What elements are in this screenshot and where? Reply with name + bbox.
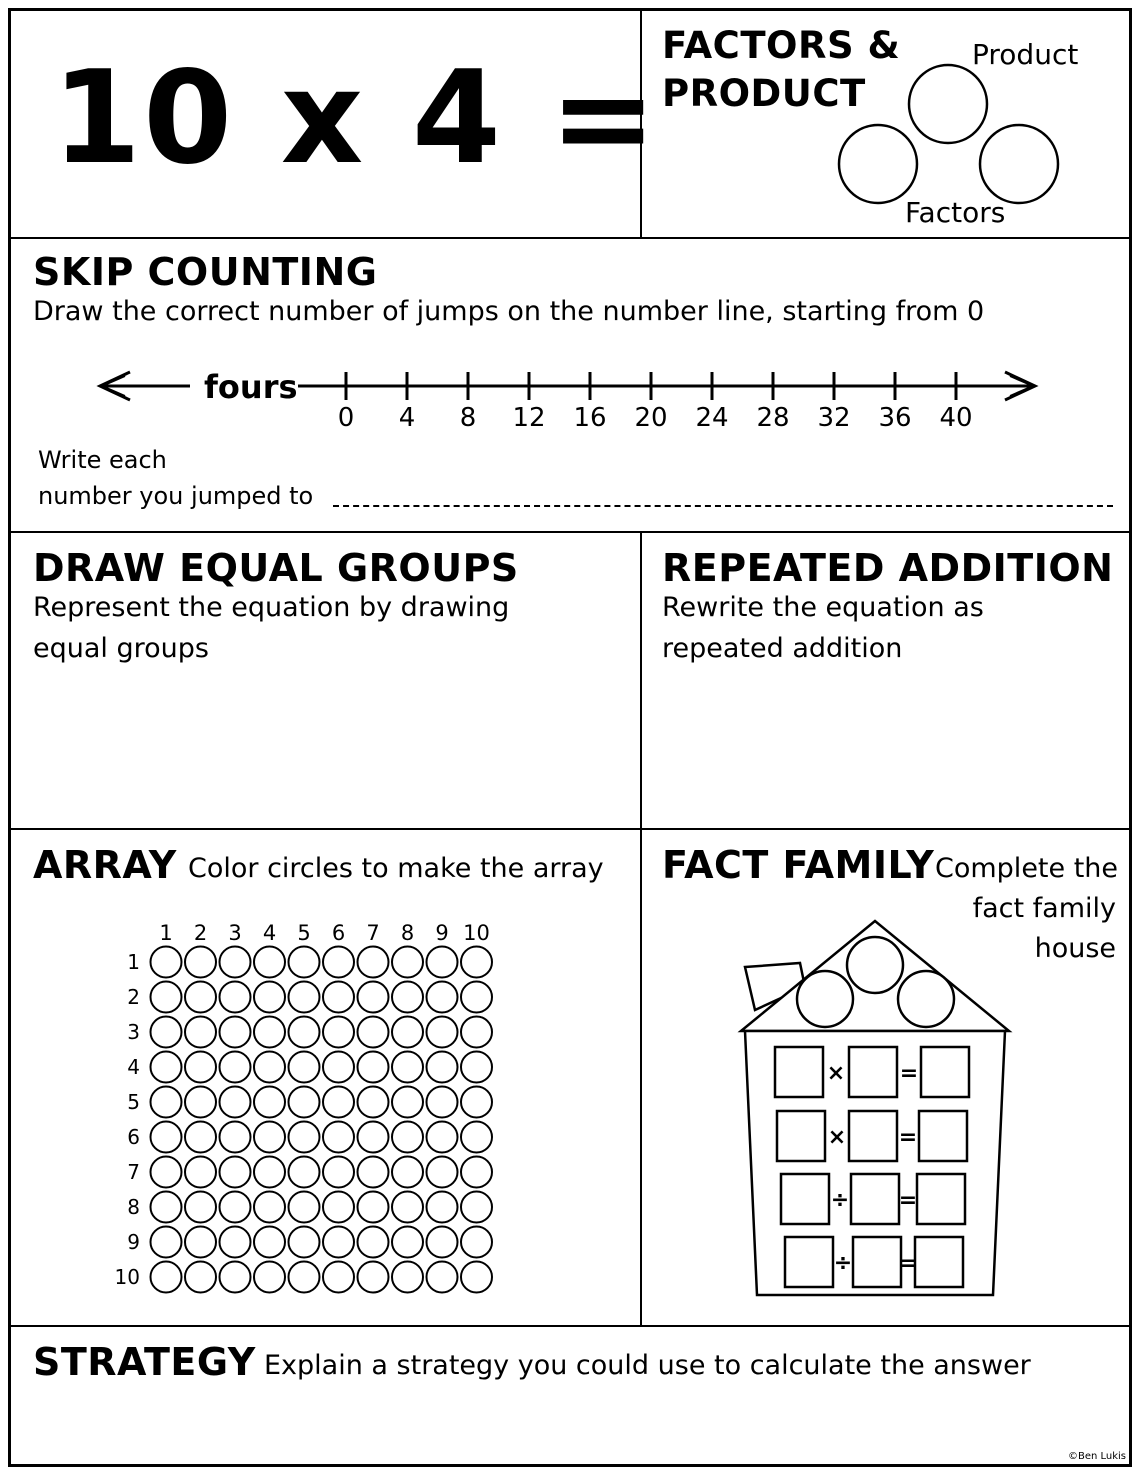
array-circle[interactable] bbox=[392, 1192, 423, 1223]
array-column-label: 6 bbox=[331, 921, 346, 945]
factor-circle-left[interactable] bbox=[839, 125, 917, 203]
array-circle[interactable] bbox=[220, 1157, 251, 1188]
array-circle[interactable] bbox=[392, 1087, 423, 1118]
fact-family-equals: = bbox=[898, 1251, 918, 1276]
array-circle[interactable] bbox=[392, 1157, 423, 1188]
write-prompt-line2: number you jumped to bbox=[38, 482, 314, 510]
fact-family-equals: = bbox=[899, 1061, 919, 1086]
array-circle[interactable] bbox=[185, 1157, 216, 1188]
array-row-label: 8 bbox=[127, 1195, 140, 1219]
number-line-ticks bbox=[338, 372, 973, 433]
factor-circle-right[interactable] bbox=[980, 125, 1058, 203]
array-circle[interactable] bbox=[151, 1122, 182, 1153]
array-circle[interactable] bbox=[323, 1157, 354, 1188]
array-circle[interactable] bbox=[151, 1087, 182, 1118]
equal-groups-title: DRAW EQUAL GROUPS bbox=[33, 546, 519, 590]
fact-family-house bbox=[735, 915, 1025, 1305]
array-column-label: 8 bbox=[400, 921, 415, 945]
array-circle[interactable] bbox=[323, 1052, 354, 1083]
array-column-label: 10 bbox=[463, 921, 490, 945]
divider bbox=[8, 531, 1132, 533]
array-circle[interactable] bbox=[323, 1122, 354, 1153]
array-circle[interactable] bbox=[323, 1192, 354, 1223]
array-circle[interactable] bbox=[358, 982, 389, 1013]
array-circle[interactable] bbox=[254, 1017, 285, 1048]
array-circle[interactable] bbox=[392, 1122, 423, 1153]
array-circle[interactable] bbox=[323, 1227, 354, 1258]
array-column-label: 5 bbox=[297, 921, 311, 945]
array-circle[interactable] bbox=[254, 1157, 285, 1188]
array-circle[interactable] bbox=[254, 1192, 285, 1223]
array-circle[interactable] bbox=[358, 1262, 389, 1293]
fact-family-box[interactable] bbox=[921, 1047, 969, 1097]
array-circle[interactable] bbox=[289, 1122, 320, 1153]
number-line bbox=[90, 360, 1060, 440]
fact-family-box[interactable] bbox=[775, 1047, 823, 1097]
array-circle[interactable] bbox=[151, 982, 182, 1013]
array-circle[interactable] bbox=[254, 1087, 285, 1118]
array-circle[interactable] bbox=[254, 1052, 285, 1083]
array-circle[interactable] bbox=[427, 1052, 458, 1083]
array-circle[interactable] bbox=[185, 1192, 216, 1223]
number-line-tick-label: 20 bbox=[634, 403, 668, 433]
array-circle[interactable] bbox=[427, 1122, 458, 1153]
array-circle[interactable] bbox=[461, 1122, 492, 1153]
divider bbox=[8, 1325, 1132, 1327]
array-circle[interactable] bbox=[427, 1087, 458, 1118]
repeated-addition-answer-area[interactable] bbox=[652, 680, 1122, 820]
array-circle[interactable] bbox=[461, 1227, 492, 1258]
divider bbox=[8, 828, 1132, 830]
array-circle[interactable] bbox=[358, 1157, 389, 1188]
array-circle[interactable] bbox=[151, 1017, 182, 1048]
array-circle[interactable] bbox=[220, 1262, 251, 1293]
array-circle[interactable] bbox=[220, 1087, 251, 1118]
fact-family-box[interactable] bbox=[919, 1111, 967, 1161]
array-circle[interactable] bbox=[289, 947, 320, 978]
array-circle[interactable] bbox=[427, 1192, 458, 1223]
array-circle[interactable] bbox=[323, 1087, 354, 1118]
array-circle[interactable] bbox=[358, 1052, 389, 1083]
equation: 10 x 4 = bbox=[52, 44, 659, 193]
factors-product-circles bbox=[830, 58, 1070, 208]
divider bbox=[640, 531, 642, 1326]
roof-circle-right[interactable] bbox=[898, 971, 954, 1027]
array-circle[interactable] bbox=[392, 1017, 423, 1048]
array-circle[interactable] bbox=[358, 1192, 389, 1223]
factors-product-title-line2: PRODUCT bbox=[662, 72, 866, 115]
array-circle[interactable] bbox=[427, 982, 458, 1013]
array-circle[interactable] bbox=[358, 1227, 389, 1258]
array-circle[interactable] bbox=[427, 947, 458, 978]
fact-family-equals: = bbox=[898, 1125, 918, 1150]
array-circle[interactable] bbox=[461, 947, 492, 978]
skip-counting-title: SKIP COUNTING bbox=[33, 250, 378, 294]
array-circle[interactable] bbox=[254, 1227, 285, 1258]
array-circle[interactable] bbox=[185, 947, 216, 978]
number-line-tick-label: 28 bbox=[756, 403, 790, 433]
array-column-label: 1 bbox=[159, 921, 173, 945]
divider bbox=[8, 237, 1132, 239]
array-row-label: 6 bbox=[127, 1125, 140, 1149]
roof-circle-left[interactable] bbox=[797, 971, 853, 1027]
array-column-label: 4 bbox=[262, 921, 277, 945]
array-circle[interactable] bbox=[289, 1262, 320, 1293]
fact-family-instruction-line3: house bbox=[1034, 933, 1116, 964]
array-circle[interactable] bbox=[392, 982, 423, 1013]
number-line-tick-label: 24 bbox=[695, 403, 729, 433]
fact-family-box[interactable] bbox=[851, 1174, 899, 1224]
array-column-label: 3 bbox=[228, 921, 242, 945]
skip-counting-instruction: Draw the correct number of jumps on the number line, starting from 0 bbox=[33, 296, 985, 327]
array-circle[interactable] bbox=[185, 1122, 216, 1153]
array-title: ARRAY bbox=[33, 843, 177, 887]
array-circle[interactable] bbox=[220, 1227, 251, 1258]
array-circle[interactable] bbox=[220, 982, 251, 1013]
array-circle[interactable] bbox=[461, 1087, 492, 1118]
array-circle[interactable] bbox=[289, 1052, 320, 1083]
fact-family-box[interactable] bbox=[785, 1237, 833, 1287]
array-circle[interactable] bbox=[427, 1227, 458, 1258]
array-circle[interactable] bbox=[392, 1052, 423, 1083]
array-row-label: 3 bbox=[127, 1020, 140, 1044]
fact-family-box[interactable] bbox=[915, 1237, 963, 1287]
array-circle[interactable] bbox=[254, 1262, 285, 1293]
array-circle[interactable] bbox=[392, 947, 423, 978]
array-circle[interactable] bbox=[289, 1157, 320, 1188]
array-circle[interactable] bbox=[289, 982, 320, 1013]
fact-family-operator: ÷ bbox=[830, 1188, 850, 1213]
array-circle[interactable] bbox=[185, 1052, 216, 1083]
array-circle[interactable] bbox=[185, 1017, 216, 1048]
array-circle[interactable] bbox=[289, 1087, 320, 1118]
equal-groups-instruction-line1: Represent the equation by drawing bbox=[33, 592, 510, 623]
array-row-label: 4 bbox=[127, 1055, 140, 1079]
array-circle[interactable] bbox=[427, 1262, 458, 1293]
array-column-label: 7 bbox=[366, 921, 380, 945]
array-circle[interactable] bbox=[151, 1192, 182, 1223]
fact-family-operator: × bbox=[826, 1061, 846, 1086]
array-circle[interactable] bbox=[289, 1017, 320, 1048]
array-row-label: 1 bbox=[127, 950, 140, 974]
factors-product-title-line1: FACTORS & bbox=[662, 24, 901, 67]
array-circle[interactable] bbox=[185, 1227, 216, 1258]
write-prompt-line1: Write each bbox=[38, 446, 167, 474]
array-circle[interactable] bbox=[461, 1192, 492, 1223]
array-column-label: 9 bbox=[435, 921, 449, 945]
number-line-tick-label: 40 bbox=[939, 403, 973, 433]
repeated-addition-instruction-line2: repeated addition bbox=[662, 633, 903, 664]
array-circle[interactable] bbox=[220, 1052, 251, 1083]
fact-family-title: FACT FAMILY bbox=[662, 843, 935, 887]
equal-groups-instruction-line2: equal groups bbox=[33, 633, 209, 664]
array-circle[interactable] bbox=[254, 947, 285, 978]
array-circle[interactable] bbox=[427, 1157, 458, 1188]
number-line-label: fours bbox=[204, 368, 298, 406]
repeated-addition-instruction-line1: Rewrite the equation as bbox=[662, 592, 984, 623]
array-circle[interactable] bbox=[151, 1052, 182, 1083]
fact-family-operator: × bbox=[827, 1125, 847, 1150]
array-circle[interactable] bbox=[358, 947, 389, 978]
array-circle[interactable] bbox=[185, 1262, 216, 1293]
factors-label: Factors bbox=[905, 196, 1006, 229]
array-grid bbox=[110, 915, 510, 1300]
strategy-title: STRATEGY bbox=[33, 1340, 256, 1384]
fact-family-box[interactable] bbox=[853, 1237, 901, 1287]
strategy-instruction: Explain a strategy you could use to calculate the answer bbox=[264, 1350, 1031, 1381]
array-circle[interactable] bbox=[151, 1262, 182, 1293]
array-column-label: 2 bbox=[193, 921, 208, 945]
fact-family-operator: ÷ bbox=[833, 1251, 853, 1276]
product-label: Product bbox=[972, 38, 1079, 71]
array-circle[interactable] bbox=[461, 1262, 492, 1293]
copyright: ©Ben Lukis bbox=[1067, 1451, 1126, 1462]
array-row-label: 10 bbox=[114, 1265, 140, 1289]
array-circle[interactable] bbox=[392, 1227, 423, 1258]
roof-circle-top[interactable] bbox=[847, 937, 903, 993]
array-circle[interactable] bbox=[323, 982, 354, 1013]
number-line-tick-label: 0 bbox=[337, 403, 355, 433]
array-circle[interactable] bbox=[254, 982, 285, 1013]
repeated-addition-title: REPEATED ADDITION bbox=[662, 546, 1114, 590]
array-circle[interactable] bbox=[358, 1087, 389, 1118]
number-line-tick-label: 32 bbox=[817, 403, 851, 433]
array-circle[interactable] bbox=[323, 947, 354, 978]
fact-family-instruction-line1: Complete the bbox=[935, 853, 1119, 884]
equal-groups-drawing-area[interactable] bbox=[20, 680, 630, 820]
fact-family-box[interactable] bbox=[917, 1174, 965, 1224]
array-row-label: 2 bbox=[127, 985, 140, 1009]
array-circle[interactable] bbox=[323, 1017, 354, 1048]
array-circle[interactable] bbox=[151, 1157, 182, 1188]
array-circle[interactable] bbox=[461, 1017, 492, 1048]
array-circle[interactable] bbox=[185, 982, 216, 1013]
array-circle[interactable] bbox=[220, 1192, 251, 1223]
fact-family-box[interactable] bbox=[849, 1047, 897, 1097]
array-circle[interactable] bbox=[220, 947, 251, 978]
fact-family-instruction-line2: fact family bbox=[972, 893, 1116, 924]
array-row-label: 9 bbox=[127, 1230, 140, 1254]
array-row-label: 7 bbox=[127, 1160, 140, 1184]
fact-family-box[interactable] bbox=[849, 1111, 897, 1161]
number-line-tick-label: 36 bbox=[878, 403, 912, 433]
array-circle[interactable] bbox=[151, 947, 182, 978]
fact-family-equals: = bbox=[898, 1188, 918, 1213]
array-circle[interactable] bbox=[427, 1017, 458, 1048]
array-circle[interactable] bbox=[461, 982, 492, 1013]
array-row-label: 5 bbox=[127, 1090, 140, 1114]
array-circle[interactable] bbox=[461, 1052, 492, 1083]
array-circle[interactable] bbox=[461, 1157, 492, 1188]
array-circle[interactable] bbox=[289, 1227, 320, 1258]
product-circle[interactable] bbox=[909, 65, 987, 143]
number-line-tick-label: 12 bbox=[512, 403, 546, 433]
array-circle[interactable] bbox=[254, 1122, 285, 1153]
fact-family-box[interactable] bbox=[777, 1111, 825, 1161]
array-circle[interactable] bbox=[185, 1087, 216, 1118]
array-circle[interactable] bbox=[358, 1122, 389, 1153]
number-line-tick-label: 8 bbox=[459, 403, 477, 433]
array-circle[interactable] bbox=[392, 1262, 423, 1293]
array-instruction: Color circles to make the array bbox=[188, 853, 604, 884]
number-line-tick-label: 16 bbox=[573, 403, 607, 433]
array-circle[interactable] bbox=[323, 1262, 354, 1293]
array-circle[interactable] bbox=[289, 1192, 320, 1223]
jump-answer-line[interactable] bbox=[333, 505, 1113, 507]
fact-family-box[interactable] bbox=[781, 1174, 829, 1224]
array-circle[interactable] bbox=[220, 1017, 251, 1048]
strategy-answer-area[interactable] bbox=[20, 1392, 1110, 1452]
array-circle[interactable] bbox=[358, 1017, 389, 1048]
number-line-tick-label: 4 bbox=[398, 403, 416, 433]
array-circle[interactable] bbox=[151, 1227, 182, 1258]
array-circle[interactable] bbox=[220, 1122, 251, 1153]
